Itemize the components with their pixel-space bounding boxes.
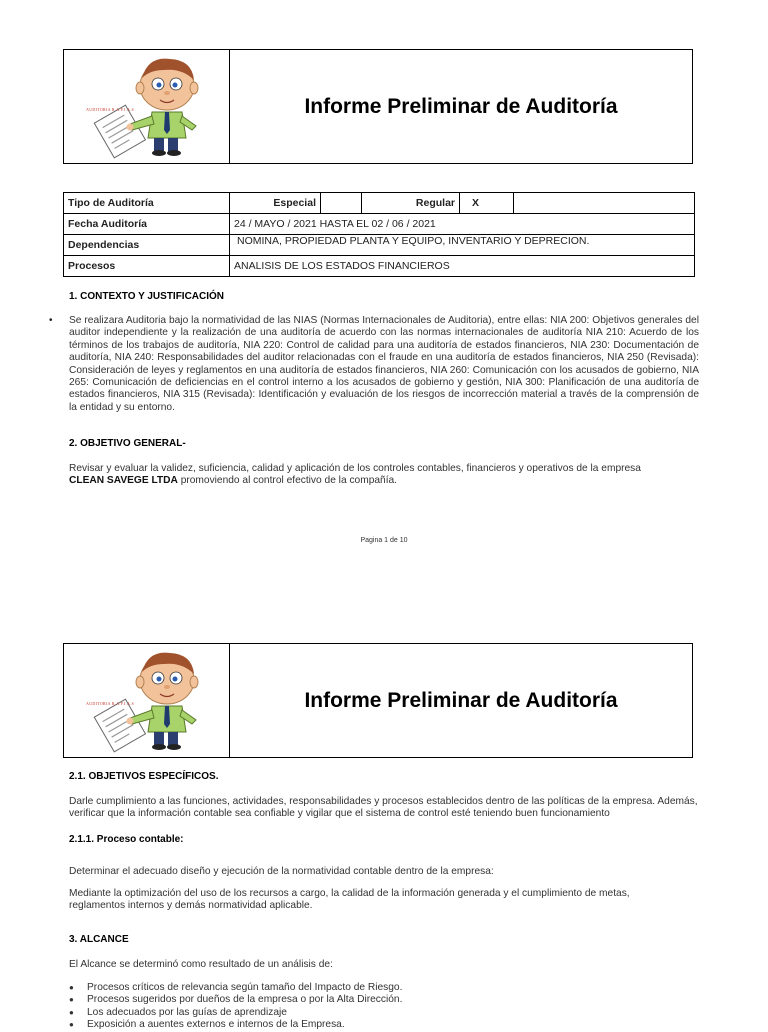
section2-text-after: promoviendo al control efectivo de la compañía. <box>177 475 398 487</box>
logo-cell <box>64 50 230 163</box>
table-row <box>64 256 695 277</box>
fecha-value: 24 / MAYO / 2021 HASTA EL 02 / 06 / 2021 <box>230 214 695 235</box>
regular-label: Regular <box>362 193 460 214</box>
section1-heading: 1. CONTEXTO Y JUSTIFICACIÓN <box>69 291 225 302</box>
page-title: Informe Preliminar de Auditoría <box>304 94 618 118</box>
sec3-heading: 3. ALCANCE <box>69 934 129 945</box>
header-box-page1 <box>63 49 693 164</box>
sec21-heading: 2.1. OBJETIVOS ESPECÍFICOS. <box>69 771 219 782</box>
list-item: ● Procesos sugeridos por dueños de la empresa o por la Alta Dirección. <box>69 994 402 1006</box>
especial-label: Especial <box>230 193 321 214</box>
label-procesos: Procesos <box>64 256 230 277</box>
sec21-text: Darle cumplimiento a las funciones, actividades, responsabilidades y procesos establecidos dentro de las políticas de la empresa. Además, verificar que la información contable sea confiable y vigilar que el sistema de control esté teniendo buen funcionamiento <box>69 796 698 820</box>
company-name: CLEAN SAVEGE LTDA <box>69 475 178 487</box>
alcance-list <box>69 982 402 1032</box>
sec211-text2: Mediante la optimización del uso de los recursos a cargo, la calidad de la información generada y el cumplimiento de metas, reglamentos internos y demás normatividad aplicable. <box>69 888 630 912</box>
table-row <box>64 214 695 235</box>
list-item: ● Procesos críticos de relevancia según tamaño del Impacto de Riesgo. <box>69 982 402 994</box>
table-row <box>64 235 695 256</box>
section2-text <box>69 463 699 488</box>
bullet-icon: • <box>49 315 53 326</box>
logo-cell <box>64 644 230 757</box>
page-number: Pagina 1 de 10 <box>360 537 408 544</box>
extra-cell <box>514 193 695 214</box>
especial-mark <box>321 193 362 214</box>
section2-text-before: Revisar y evaluar la validez, suficiencia, calidad y aplicación de los controles contables, financieros y operativos de la empresa <box>69 463 641 474</box>
logo-text: AUDITORIA R.A.P.I.A.S <box>86 107 135 112</box>
label-tipo-auditoria: Tipo de Auditoría <box>64 193 230 214</box>
regular-mark: X <box>460 193 514 214</box>
audit-info-table <box>63 192 695 277</box>
list-item: ● Exposición a auentes externos e internos de la Empresa. <box>69 1019 402 1031</box>
label-fecha-auditoria: Fecha Auditoría <box>64 214 230 235</box>
label-dependencias: Dependencias <box>64 235 230 256</box>
header-box-page2 <box>63 643 693 758</box>
section1-text: Se realizara Auditoria bajo la normatividad de las NIAS (Normas Internacionales de Auditoria), entre ellas: NIA 200: Objetivos generales del auditor independiente y la realización de una auditoría de acuerdo con las normas internacionales de auditoría NIA 210: Acuerdo de los términos de los trabajos de auditoría, NIA 220: Control de calidad para una auditoría de estados financieros, NIA 230: Documentación de auditoría, NIA 240: Responsabilidades del auditor relacionadas con el fraude en una auditoría de estados financieros, NIA 250 (Revisada): Consideración de leyes y reglamentos en una auditoría de estados financieros, NIA 260: Comunicación con los acusados de gobierno, NIA 265: Comunicación de deficiencias en el control interno a los acusados de gobierno y gestión, NIA 300: Planificación de una auditoría de estados financieros, NIA 315 (Revisada): Identificación y evaluación de los riesgos de incorrección material a través de la comprensión de la entidad y su entorno. <box>69 315 699 413</box>
sec3-intro: El Alcance se determinó como resultado de un análisis de: <box>69 959 333 970</box>
page-title: Informe Preliminar de Auditoría <box>304 688 618 712</box>
dependencias-value: NOMINA, PROPIEDAD PLANTA Y EQUIPO, INVENTARIO Y DEPRECION. <box>230 235 695 256</box>
list-item: ● Los adecuados por las guías de aprendizaje <box>69 1007 402 1019</box>
procesos-value: ANALISIS DE LOS ESTADOS FINANCIEROS <box>230 256 695 277</box>
logo-text: AUDITORIA R.A.P.I.A.S <box>86 701 135 706</box>
sec211-heading: 2.1.1. Proceso contable: <box>69 834 184 845</box>
sec211-text1: Determinar el adecuado diseño y ejecución de la normatividad contable dentro de la empresa: <box>69 866 494 877</box>
section2-heading: 2. OBJETIVO GENERAL- <box>69 438 186 449</box>
table-row <box>64 193 695 214</box>
